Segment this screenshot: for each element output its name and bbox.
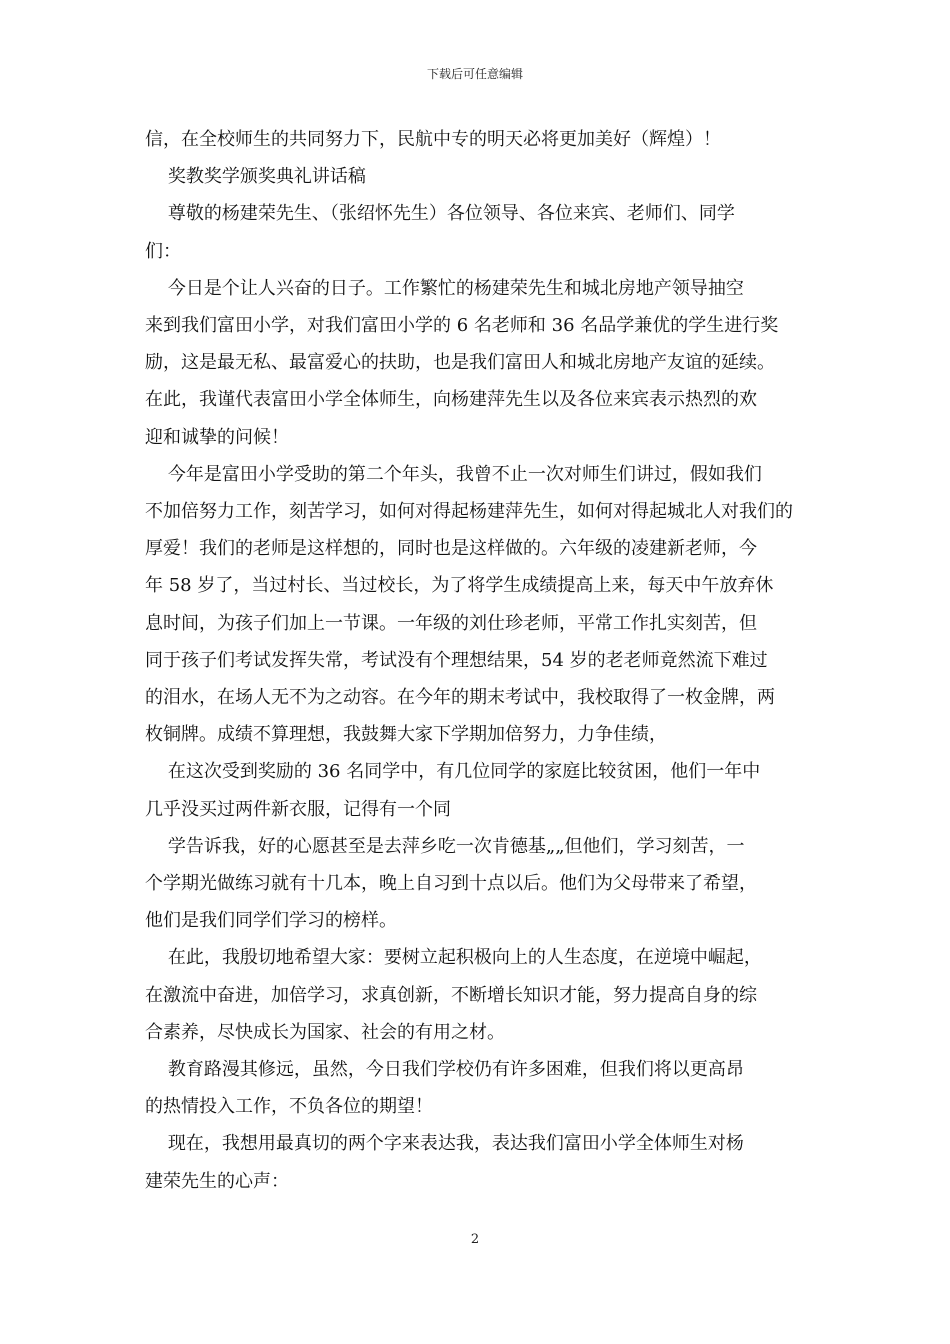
body-line: 同于孩子们考试发挥失常，考试没有个理想结果，54 岁的老老师竟然流下难过	[145, 649, 768, 671]
body-line: 他们是我们同学们学习的榜样。	[145, 910, 397, 932]
body-line: 的热情投入工作，不负各位的期望！	[145, 1096, 433, 1118]
body-line: 来到我们富田小学，对我们富田小学的 6 名老师和 36 名品学兼优的学生进行奖	[145, 315, 779, 337]
body-line: 在此，我殷切地希望大家：要树立起积极向上的人生态度，在逆境中崛起，	[145, 947, 762, 969]
document-body	[145, 121, 810, 1200]
body-line: 奖教奖学颁奖典礼讲话稿	[145, 166, 366, 188]
body-line: 迎和诚挚的问候！	[145, 426, 289, 448]
body-line: 不加倍努力工作，刻苦学习，如何对得起杨建萍先生，如何对得起城北人对我们的	[145, 501, 793, 523]
body-line: 息时间，为孩子们加上一节课。一年级的刘仕珍老师，平常工作扎实刻苦，但	[145, 612, 757, 634]
page-number: 2	[470, 1232, 480, 1247]
body-line: 年 58 岁了，当过村长、当过校长，为了将学生成绩提高上来，每天中午放弃休	[145, 575, 774, 597]
body-line: 个学期光做练习就有十几本，晚上自习到十点以后。他们为父母带来了希望，	[145, 873, 757, 895]
body-line: 枚铜牌。成绩不算理想，我鼓舞大家下学期加倍努力，力争佳绩，	[145, 724, 667, 746]
body-line: 的泪水，在场人无不为之动容。在今年的期末考试中，我校取得了一枚金牌，两	[145, 687, 775, 709]
body-line: 在此，我谨代表富田小学全体师生，向杨建萍先生以及各位来宾表示热烈的欢	[145, 389, 757, 411]
body-line: 今年是富田小学受助的第二个年头，我曾不止一次对师生们讲过，假如我们	[145, 463, 762, 485]
body-line: 学告诉我，好的心愿甚至是去萍乡吃一次肯德基„„但他们，学习刻苦，一	[145, 835, 745, 857]
body-line: 现在，我想用最真切的两个字来表达我，表达我们富田小学全体师生对杨	[145, 1133, 744, 1155]
body-line: 在激流中奋进，加倍学习，求真创新，不断增长知识才能，努力提高自身的综	[145, 984, 757, 1006]
page-header: 下载后可任意编辑	[426, 67, 523, 81]
body-line: 教育路漫其修远，虽然，今日我们学校仍有许多困难，但我们将以更高昂	[145, 1059, 744, 1081]
body-line: 合素养，尽快成长为国家、社会的有用之材。	[145, 1021, 505, 1043]
body-line: 信，在全校师生的共同努力下，民航中专的明天必将更加美好（辉煌）！	[145, 129, 721, 150]
body-line: 厚爱！我们的老师是这样想的，同时也是这样做的。六年级的凌建新老师，今	[145, 538, 757, 560]
body-line: 们：	[145, 240, 181, 262]
body-line: 建荣先生的心声：	[145, 1170, 289, 1192]
body-line: 尊敬的杨建荣先生、（张绍怀先生）各位领导、各位来宾、老师们、同学	[145, 203, 735, 225]
body-line: 今日是个让人兴奋的日子。工作繁忙的杨建荣先生和城北房地产领导抽空	[145, 277, 744, 299]
body-line: 在这次受到奖励的 36 名同学中，有几位同学的家庭比较贫困，他们一年中	[145, 761, 761, 783]
body-line: 励，这是最无私、最富爱心的扶助，也是我们富田人和城北房地产友谊的延续。	[145, 352, 775, 374]
body-line: 几乎没买过两件新衣服，记得有一个同	[145, 798, 451, 820]
